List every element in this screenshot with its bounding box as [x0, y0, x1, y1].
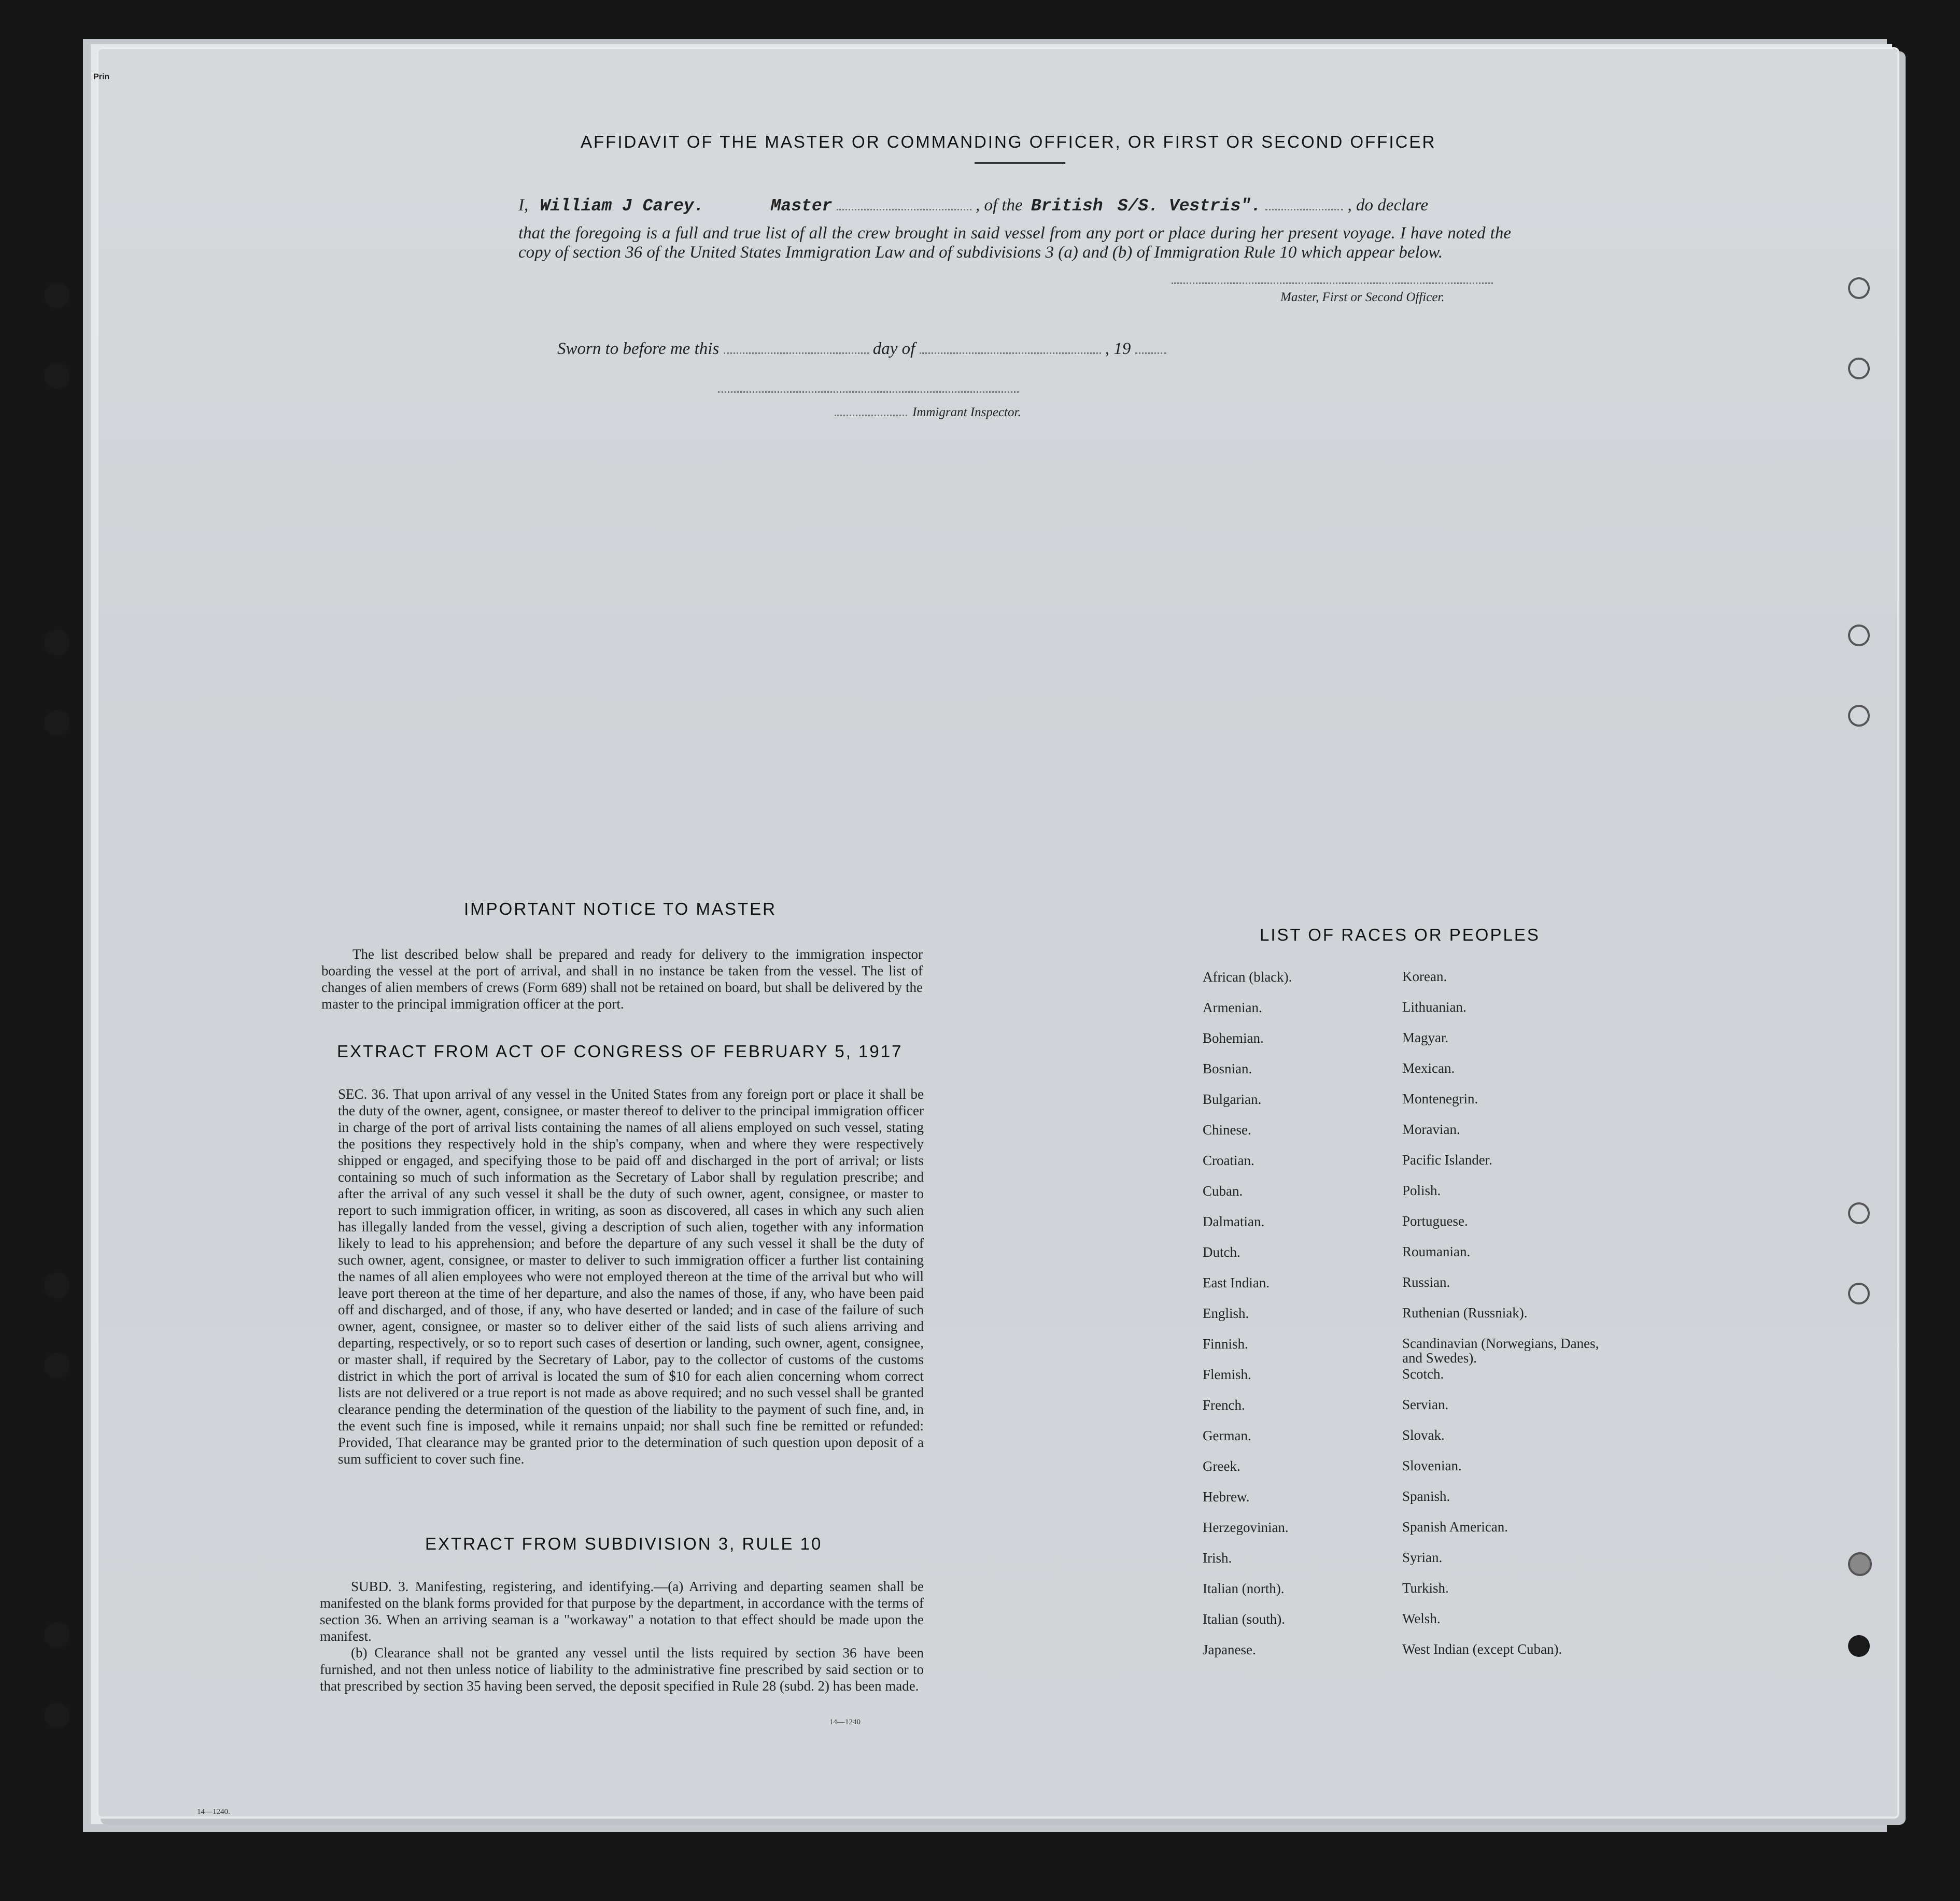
race-left: Armenian.	[1203, 1000, 1262, 1015]
race-row	[1203, 1306, 1628, 1336]
day-of-label: day of	[872, 339, 915, 358]
declaration-text: that the foregoing is a full and true list of all the crew brought in said vessel from any port or place during her present voyage. I have noted the copy of section 36 of the United States Immigration Law and of subdivisions 3 (a) and (b) of Immigration Rule 10 which appear below.	[518, 224, 1511, 262]
race-right: Slovak.	[1402, 1427, 1445, 1443]
vessel-name: S/S. Vestris".	[1117, 196, 1262, 216]
race-row	[1203, 1122, 1628, 1153]
race-row	[1203, 1336, 1628, 1367]
binder-hole	[44, 282, 70, 308]
form-number: 14—1240	[829, 1718, 861, 1726]
race-left: Cuban.	[1203, 1183, 1243, 1199]
race-row	[1203, 1061, 1628, 1091]
race-right: Servian.	[1402, 1397, 1449, 1412]
rule-para-a: SUBD. 3. Manifesting, registering, and identifying.—(a) Arriving and departing seamen shall be manifested on the blank forms provided for that purpose by the department, in accordance with the terms of section 36. When an arriving seaman is a "workaway" a notation to that effect should be made upon the manifest.	[320, 1579, 924, 1644]
race-right: Polish.	[1402, 1183, 1441, 1198]
race-left: Italian (north).	[1203, 1581, 1285, 1596]
punch-ring	[1848, 358, 1870, 379]
race-right: Scandinavian (Norwegians, Danes, and Swedes).	[1402, 1336, 1599, 1366]
race-row	[1203, 1275, 1628, 1306]
inspector-caption: Immigrant Inspector.	[912, 405, 1021, 419]
rule-title: EXTRACT FROM SUBDIVISION 3, RULE 10	[425, 1534, 823, 1553]
race-row	[1203, 1030, 1628, 1061]
inspector-signature-line	[718, 391, 1019, 393]
race-left: Croatian.	[1203, 1153, 1254, 1168]
race-left: Greek.	[1203, 1458, 1240, 1474]
race-right: Russian.	[1402, 1274, 1450, 1290]
rank-field: Master	[770, 196, 833, 216]
race-right: West Indian (except Cuban).	[1402, 1641, 1562, 1657]
race-right: Portuguese.	[1402, 1213, 1468, 1229]
race-row	[1203, 1611, 1628, 1642]
sworn-row	[557, 339, 1166, 359]
binder-hole	[44, 1703, 70, 1728]
act-title: EXTRACT FROM ACT OF CONGRESS OF FEBRUARY 5, 1917	[337, 1042, 903, 1061]
master-name: William J Carey.	[540, 196, 704, 216]
punch-ring	[1848, 1283, 1870, 1304]
binder-hole	[44, 1272, 70, 1298]
race-row	[1203, 1244, 1628, 1275]
race-left: Irish.	[1203, 1550, 1232, 1566]
race-left: African (black).	[1203, 969, 1292, 985]
nationality-field: British	[1031, 196, 1103, 216]
race-row	[1203, 1489, 1628, 1520]
race-row	[1203, 1550, 1628, 1581]
race-left: Chinese.	[1203, 1122, 1251, 1138]
form-number-bottom: 14—1240.	[197, 1808, 230, 1816]
race-row	[1203, 1183, 1628, 1214]
race-row	[1203, 1642, 1628, 1672]
race-left: Herzegovinian.	[1203, 1520, 1289, 1535]
race-right: Moravian.	[1402, 1122, 1460, 1137]
race-row	[1203, 1397, 1628, 1428]
race-right: Korean.	[1402, 969, 1447, 984]
punch-ring	[1848, 277, 1870, 299]
of-the-label: , of the	[975, 196, 1023, 215]
race-right: Roumanian.	[1402, 1244, 1471, 1259]
race-row	[1203, 1367, 1628, 1397]
signature-caption: Master, First or Second Officer.	[1280, 290, 1445, 304]
race-left: Hebrew.	[1203, 1489, 1250, 1505]
race-left: East Indian.	[1203, 1275, 1270, 1290]
race-left: Bosnian.	[1203, 1061, 1252, 1076]
month-blank	[920, 352, 1101, 354]
title-rule	[975, 162, 1065, 164]
race-right: Spanish American.	[1402, 1519, 1508, 1535]
race-left: English.	[1203, 1306, 1249, 1321]
races-list	[1203, 969, 1628, 1672]
race-right: Lithuanian.	[1402, 999, 1467, 1015]
race-left: Dalmatian.	[1203, 1214, 1265, 1229]
race-right: Slovenian.	[1402, 1458, 1462, 1473]
race-row	[1203, 1091, 1628, 1122]
race-right: Spanish.	[1402, 1488, 1450, 1504]
race-right: Magyar.	[1402, 1030, 1449, 1045]
race-right: Turkish.	[1402, 1580, 1449, 1596]
margin-mark: Prin	[93, 73, 110, 81]
declaration-first-line	[518, 196, 1428, 216]
race-right: Pacific Islander.	[1402, 1152, 1492, 1168]
act-text: SEC. 36. That upon arrival of any vessel in the United States from any foreign port or place it shall be the duty of the owner, agent, consignee, or master thereof to deliver to the principal immigration officer in charge of the port of arrival lists containing the names of all aliens employed on such vessel, stating the positions they respectively hold in the ship's company, when and where they were respectively shipped or engaged, and specifying those to be paid off and discharged in the port of arrival; or lists containing so much of such information as the Secretary of Labor shall by regulation prescribe; and after the arrival of any such vessel it shall be the duty of such owner, agent, consignee, or master to report to such immigration officer, in writing, as soon as discovered, all cases in which any such alien has illegally landed from the vessel, giving a description of such alien, together with any information likely to lead to his apprehension; and before the departure of any such vessel it shall be the duty of such owner, agent, consignee, or master to deliver to such immigration officer a further list containing the names of all alien employees who were not employed thereon at the time of the arrival but who will leave port thereon at the time of her departure, and also the names of those, if any, who have been paid off and discharged, and of those, if any, who have deserted or landed; and in case of the failure of such owner, agent, consignee, or master so to deliver either of the said lists of such aliens arriving and departing, respectively, or so to report such cases of desertion or landing, such owner, agent, consignee, or master shall, if required by the Secretary of Labor, pay to the collector of customs of the customs district in which the port of arrival is located the sum of $10 for each alien concerning whom correct lists are not delivered or a true report is not made as above required; and no such vessel shall be granted clearance pending the determination of the question of the liability to the payment of such fine, and, in the event such fine is imposed, while it remains unpaid; nor shall such fine be remitted or refunded: Provided, That clearance may be granted prior to the determination of such question upon deposit of a sum sufficient to cover such fine.	[338, 1086, 924, 1467]
race-row	[1203, 1458, 1628, 1489]
sworn-label: Sworn to before me this	[557, 339, 720, 358]
binder-hole	[44, 1353, 70, 1379]
binder-hole	[1848, 1635, 1870, 1657]
vessel-blank	[1265, 209, 1343, 210]
race-row	[1203, 1520, 1628, 1550]
race-row	[1203, 1000, 1628, 1030]
affidavit-title: AFFIDAVIT OF THE MASTER OR COMMANDING OFFICER, OR FIRST OR SECOND OFFICER	[581, 132, 1436, 151]
rule-para-b: (b) Clearance shall not be granted any vessel until the lists required by section 36 have been furnished, and not then unless notice of liability to the administrative fine prescribed by said section or to that prescribed by section 35 having been served, the deposit specified in Rule 28 (subd. 2) has been made.	[320, 1645, 924, 1694]
race-row	[1203, 969, 1628, 1000]
binder-hole	[44, 363, 70, 389]
race-row	[1203, 1214, 1628, 1244]
pronoun: I,	[518, 196, 529, 215]
race-right: Mexican.	[1402, 1060, 1455, 1076]
race-left: Flemish.	[1203, 1367, 1251, 1382]
day-blank	[724, 352, 869, 354]
race-right: Ruthenian (Russniak).	[1402, 1305, 1528, 1321]
race-right: Welsh.	[1402, 1611, 1441, 1626]
binder-hole	[44, 630, 70, 656]
race-right: Montenegrin.	[1402, 1091, 1478, 1106]
race-left: Bulgarian.	[1203, 1091, 1262, 1107]
inspector-signature-line-2	[835, 415, 907, 416]
punch-ring	[1848, 625, 1870, 646]
signature-line	[1172, 282, 1493, 284]
race-left: French.	[1203, 1397, 1245, 1413]
race-right: Scotch.	[1402, 1366, 1444, 1382]
race-row	[1203, 1581, 1628, 1611]
punch-ring	[1848, 1552, 1872, 1576]
rule-text	[320, 1578, 924, 1694]
binder-hole	[44, 710, 70, 736]
race-left: Dutch.	[1203, 1244, 1240, 1260]
punch-ring	[1848, 1202, 1870, 1224]
race-row	[1203, 1428, 1628, 1458]
year-label: , 19	[1105, 339, 1131, 358]
do-declare-label: , do declare	[1347, 196, 1429, 215]
rank-blank	[837, 209, 971, 210]
notice-text: The list described below shall be prepared and ready for delivery to the immigration inspector boarding the vessel at the port of arrival, and shall in no instance be taken from the vessel. The list of changes of alien members of crews (Form 689) shall not be retained on board, but shall be delivered by the master to the principal immigration officer at the port.	[321, 946, 923, 1012]
race-right: Syrian.	[1402, 1550, 1443, 1565]
race-left: Japanese.	[1203, 1642, 1256, 1657]
binder-hole	[44, 1622, 70, 1648]
race-left: Italian (south).	[1203, 1611, 1285, 1627]
race-left: Finnish.	[1203, 1336, 1248, 1352]
year-blank	[1135, 352, 1166, 354]
race-row	[1203, 1153, 1628, 1183]
races-title: LIST OF RACES OR PEOPLES	[1260, 925, 1540, 944]
race-left: Bohemian.	[1203, 1030, 1264, 1046]
punch-ring	[1848, 705, 1870, 727]
race-left: German.	[1203, 1428, 1251, 1443]
notice-title: IMPORTANT NOTICE TO MASTER	[464, 899, 777, 918]
